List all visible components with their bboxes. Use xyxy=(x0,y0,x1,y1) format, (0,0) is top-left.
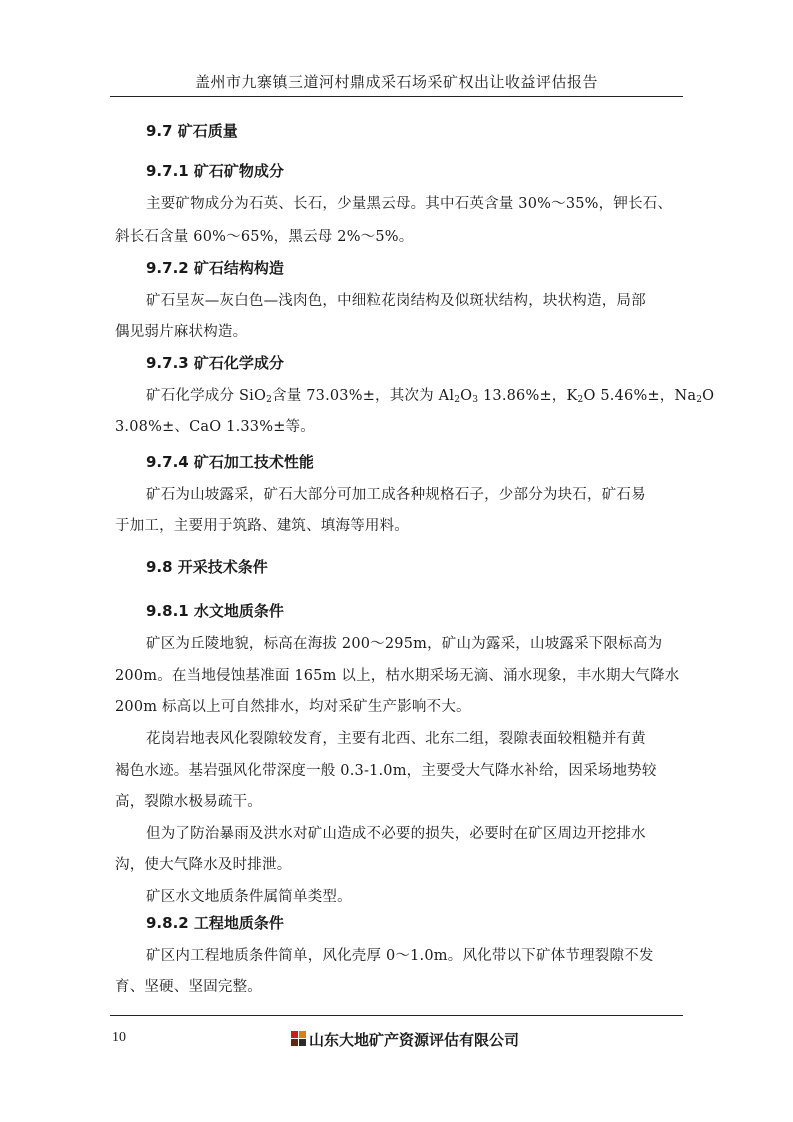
header-title: 盖州市九寨镇三道河村鼎成采石场采矿权出让收益评估报告 xyxy=(194,73,598,91)
section-heading-9-8: 9.8 开采技术条件 xyxy=(146,558,268,576)
text-run: 含量 73.03%±，其次为 Al xyxy=(272,388,455,404)
paragraph-line: 矿区内工程地质条件简单，风化壳厚 0～1.0m。风化带以下矿体节理裂隙不发 xyxy=(146,948,654,964)
logo-square-2 xyxy=(299,1031,306,1038)
section-heading-9-7-3: 9.7.3 矿石化学成分 xyxy=(146,354,284,372)
paragraph-line: 200m 标高以上可自然排水，均对采矿生产影响不大。 xyxy=(115,699,471,715)
paragraph-line: 主要矿物成分为石英、长石，少量黑云母。其中石英含量 30%～35%，钾长石、 xyxy=(146,196,673,212)
paragraph-line: 花岗岩地表风化裂隙较发育，主要有北西、北东二组，裂隙表面较粗糙并有黄 xyxy=(146,731,646,747)
paragraph-line: 矿石为山坡露采，矿石大部分可加工成各种规格石子，少部分为块石，矿石易 xyxy=(146,487,646,503)
subscript: 2 xyxy=(577,395,584,405)
logo-square-3 xyxy=(291,1039,298,1046)
subscript: 2 xyxy=(266,395,273,405)
paragraph-line: 偶见弱片麻状构造。 xyxy=(115,324,248,340)
paragraph-line: 矿区水文地质条件属简单类型。 xyxy=(146,889,352,905)
paragraph-line: 矿区为丘陵地貌，标高在海拔 200～295m，矿山为露采，山坡露采下限标高为 xyxy=(146,636,663,652)
footer-divider xyxy=(110,1015,683,1016)
paragraph-line: 斜长石含量 60%～65%，黑云母 2%～5%。 xyxy=(115,229,414,245)
logo-square-4 xyxy=(299,1039,306,1046)
page-number: 10 xyxy=(112,1030,126,1045)
paragraph-line: 3.08%±、CaO 1.33%±等。 xyxy=(115,419,315,435)
paragraph-line: 矿石呈灰—灰白色—浅肉色，中细粒花岗结构及似斑状结构，块状构造，局部 xyxy=(146,293,646,309)
section-heading-9-7: 9.7 矿石质量 xyxy=(146,122,238,140)
company-name: 山东大地矿产资源评估有限公司 xyxy=(309,1031,520,1049)
section-heading-9-8-2: 9.8.2 工程地质条件 xyxy=(146,914,284,932)
logo-square-1 xyxy=(291,1031,298,1038)
text-run: O xyxy=(460,388,473,404)
section-heading-9-8-1: 9.8.1 水文地质条件 xyxy=(146,602,284,620)
paragraph-line: 育、坚硬、坚固完整。 xyxy=(115,979,262,995)
text-run: 矿石化学成分 SiO xyxy=(146,388,267,404)
section-heading-9-7-4: 9.7.4 矿石加工技术性能 xyxy=(146,453,314,471)
paragraph-line: 褐色水迹。基岩强风化带深度一般 0.3-1.0m，主要受大气降水补给，因采场地势较 xyxy=(115,763,657,779)
section-heading-9-7-1: 9.7.1 矿石矿物成分 xyxy=(146,162,284,180)
paragraph-line: 200m。在当地侵蚀基准面 165m 以上，枯水期采场无滴、涌水现象，丰水期大气降水 xyxy=(115,668,680,684)
paragraph-line-chemistry xyxy=(146,384,714,405)
paragraph-line: 于加工，主要用于筑路、建筑、填海等用料。 xyxy=(115,518,409,534)
text-run: 13.86%±，K xyxy=(478,388,578,404)
subscript: 2 xyxy=(454,395,461,405)
subscript: 3 xyxy=(472,395,479,405)
paragraph-line: 高，裂隙水极易疏干。 xyxy=(115,794,262,810)
text-run: O 5.46%±，Na xyxy=(583,388,697,404)
section-heading-9-7-2: 9.7.2 矿石结构构造 xyxy=(146,259,284,277)
header-divider xyxy=(110,96,683,97)
subscript: 2 xyxy=(696,395,703,405)
paragraph-line: 沟，使大气降水及时排泄。 xyxy=(115,857,292,873)
company-logo-icon xyxy=(291,1031,307,1047)
paragraph-line: 但为了防治暴雨及洪水对矿山造成不必要的损失，必要时在矿区周边开挖排水 xyxy=(146,826,646,842)
text-run: O xyxy=(702,388,715,404)
